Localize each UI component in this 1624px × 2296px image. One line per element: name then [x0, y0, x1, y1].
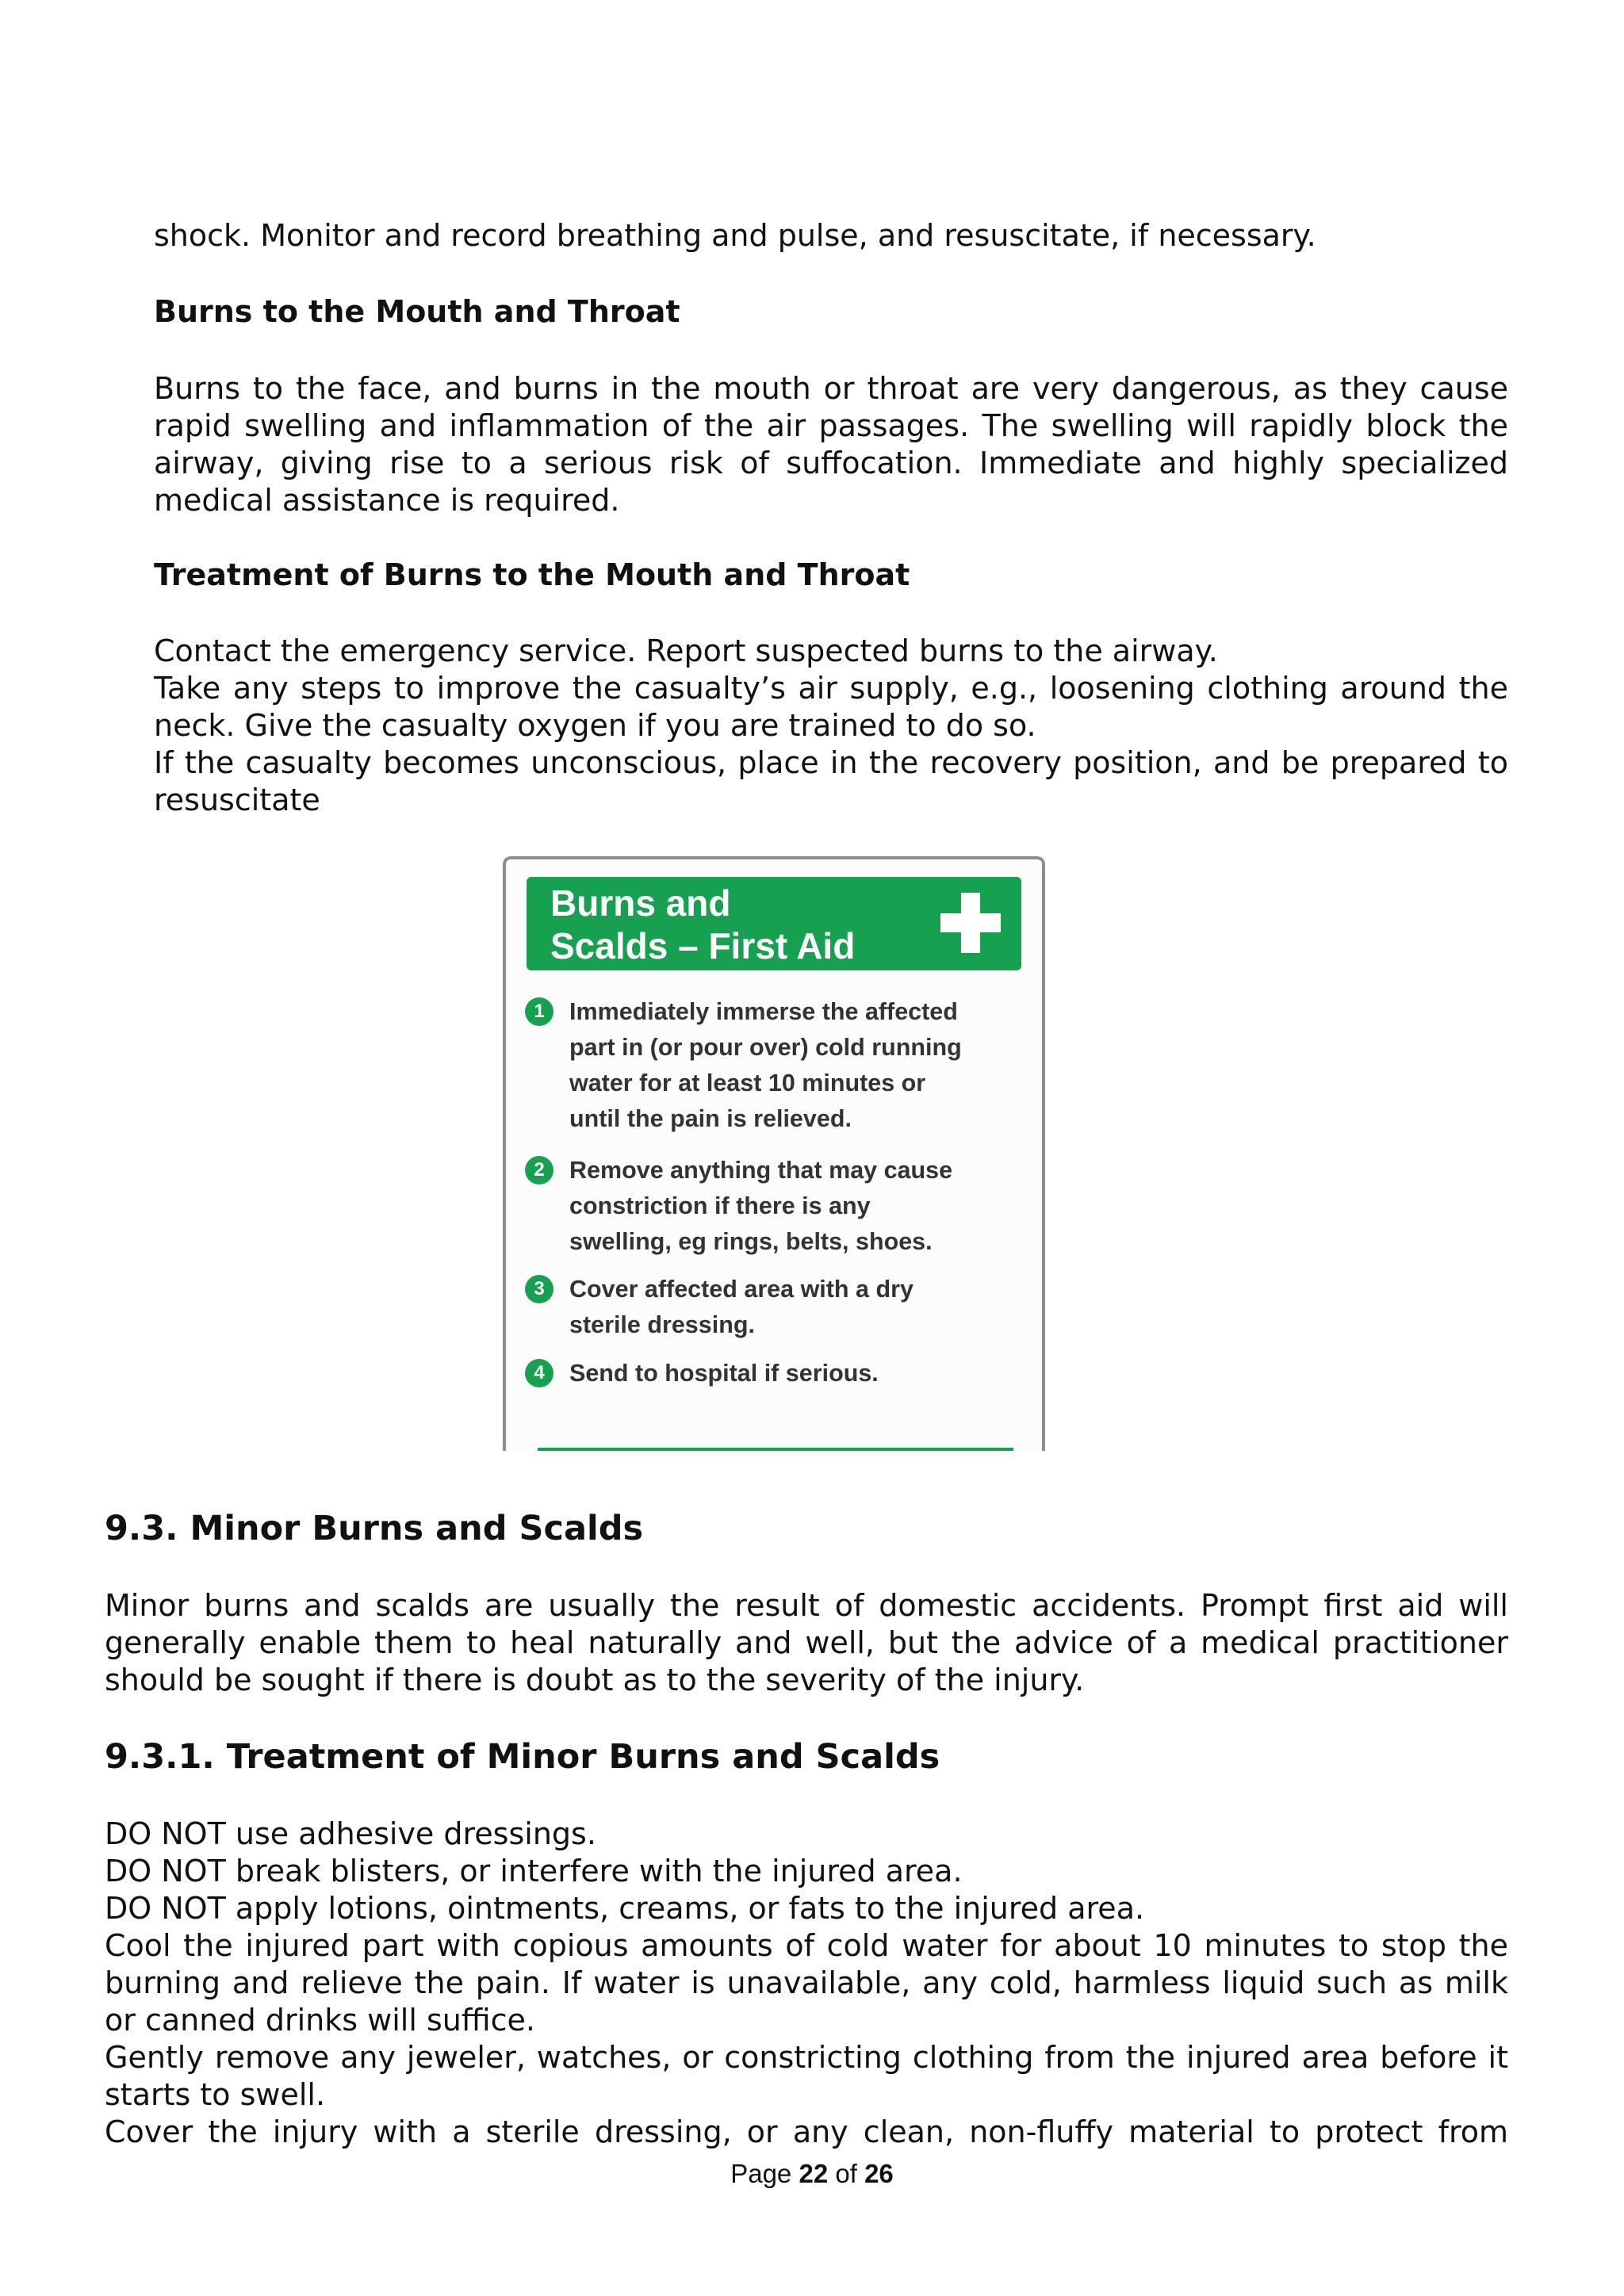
- step-number-icon: 3: [525, 1275, 553, 1303]
- step-text-line: constriction if there is any: [569, 1192, 871, 1219]
- intro-paragraph: [154, 217, 1508, 254]
- text-line: starts to swell.: [105, 2077, 326, 2112]
- step-number-icon: 4: [525, 1359, 553, 1387]
- sign-title-line: Burns and: [550, 882, 731, 924]
- step-number-icon: 1: [525, 997, 553, 1026]
- first-aid-sign-image: [503, 856, 1045, 1451]
- step-text-line: Remove anything that may cause: [569, 1157, 953, 1184]
- step-text-line: Send to hospital if serious.: [569, 1360, 879, 1387]
- text-line: Gently remove any jeweler, watches, or constricting clothing from the injured area before it: [105, 2040, 1508, 2075]
- sign-title-banner: [527, 877, 1021, 970]
- text-line: If the casualty becomes unconscious, place in the recovery position, and be prepared to: [154, 745, 1508, 780]
- step-number-icon: 2: [525, 1156, 553, 1184]
- text-line: shock. Monitor and record breathing and pulse, and resuscitate, if necessary.: [154, 218, 1316, 253]
- step-text-line: part in (or pour over) cold running: [569, 1034, 962, 1061]
- text-line: Cover the injury with a sterile dressing, or any clean, non-fluffy material to protect from: [105, 2114, 1508, 2149]
- step-text-line: Cover affected area with a dry: [569, 1276, 914, 1303]
- subheading-burns-mouth-throat: Burns to the Mouth and Throat: [154, 294, 680, 329]
- sign-title-line: Scalds – First Aid: [550, 925, 856, 966]
- burns-mouth-paragraph: [154, 370, 1508, 519]
- text-line: DO NOT break blisters, or interfere with the injured area.: [105, 1854, 963, 1888]
- first-aid-cross-icon: [940, 893, 1001, 953]
- total-pages: 26: [864, 2159, 894, 2188]
- text-line: Take any steps to improve the casualty’s air supply, e.g., loosening clothing around the: [154, 671, 1508, 706]
- text-line: Burns to the face, and burns in the mouth or throat are very dangerous, as they cause: [154, 371, 1508, 406]
- subheading-treatment-mouth-throat: Treatment of Burns to the Mouth and Throat: [154, 557, 910, 592]
- of-label: of: [835, 2159, 857, 2188]
- section-9-3-1-paragraph: [105, 1816, 1508, 2151]
- sign-bottom-rule: [538, 1448, 1013, 1451]
- text-line: medical assistance is required.: [154, 483, 620, 518]
- text-line: generally enable them to heal naturally and well, but the advice of a medical practitioner: [105, 1625, 1508, 1660]
- text-line: Minor burns and scalds are usually the result of domestic accidents. Prompt first aid will: [105, 1588, 1508, 1623]
- text-line: should be sought if there is doubt as to the severity of the injury.: [105, 1663, 1085, 1697]
- text-line: or canned drinks will suffice.: [105, 2003, 535, 2038]
- section-heading-9-3-1: 9.3.1. Treatment of Minor Burns and Scalds: [105, 1737, 940, 1777]
- text-line: airway, giving rise to a serious risk of suffocation. Immediate and highly specialized: [154, 446, 1508, 480]
- text-line: Contact the emergency service. Report suspected burns to the airway.: [154, 633, 1218, 668]
- text-line: DO NOT apply lotions, ointments, creams, or fats to the injured area.: [105, 1891, 1145, 1926]
- text-line: neck. Give the casualty oxygen if you are trained to do so.: [154, 708, 1036, 743]
- page-number: 22: [799, 2159, 829, 2188]
- page-label: Page: [730, 2159, 792, 2188]
- section-9-3-paragraph: [105, 1587, 1508, 1699]
- step-text-line: Immediately immerse the affected: [569, 998, 958, 1025]
- step-text-line: swelling, eg rings, belts, shoes.: [569, 1228, 933, 1255]
- section-heading-9-3: 9.3. Minor Burns and Scalds: [105, 1509, 644, 1548]
- step-text-line: sterile dressing.: [569, 1311, 755, 1338]
- step-text-line: until the pain is relieved.: [569, 1105, 852, 1132]
- treatment-mouth-paragraph: [154, 633, 1508, 819]
- text-line: DO NOT use adhesive dressings.: [105, 1816, 596, 1851]
- text-line: burning and relieve the pain. If water is unavailable, any cold, harmless liquid such as milk: [105, 1965, 1508, 2000]
- page-footer: [0, 2158, 1624, 2190]
- text-line: resuscitate: [154, 783, 320, 817]
- text-line: Cool the injured part with copious amounts of cold water for about 10 minutes to stop the: [105, 1928, 1508, 1963]
- text-line: rapid swelling and inflammation of the air passages. The swelling will rapidly block the: [154, 408, 1508, 443]
- step-text-line: water for at least 10 minutes or: [569, 1070, 926, 1096]
